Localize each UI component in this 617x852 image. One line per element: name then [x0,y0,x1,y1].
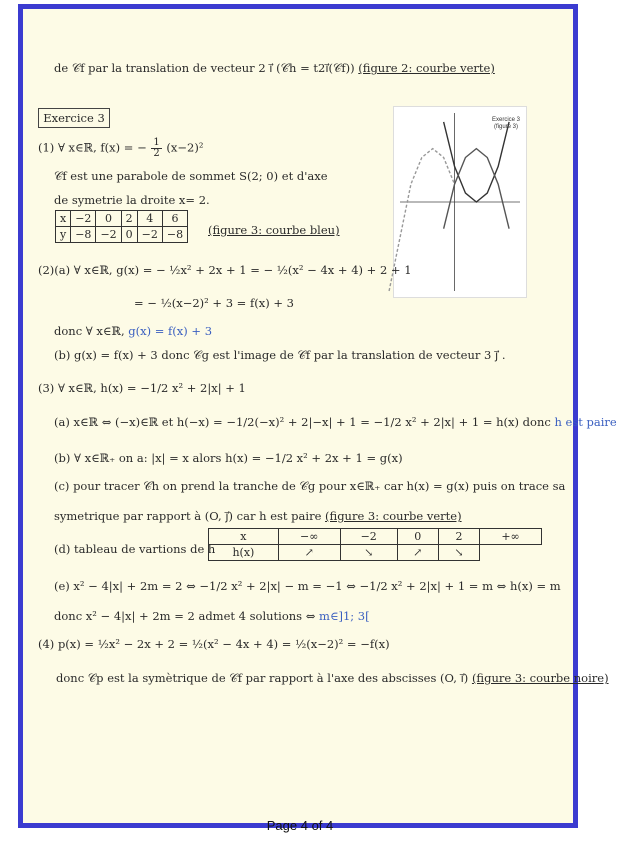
q3c2-text: symetrique par rapport à (O, j⃗) car h est paire [54,509,326,523]
table1-x-cell: 6 [162,211,187,227]
figure-3-graph [393,106,527,298]
q3c2-ref: (figure 3: courbe verte) [325,509,462,523]
table1-y-cell: −8 [71,227,96,243]
table1-y-cell: −2 [137,227,162,243]
table1-y-cell: −8 [162,227,187,243]
table2-hx-cell: ↘ [340,545,397,561]
q3e2-line [54,608,370,624]
q3b-line: (b) ∀ x∈ℝ₊ on a: |x| = x alors h(x) = −1/2 x² + 2x + 1 = g(x) [54,451,403,465]
table2-x-cell: +∞ [480,529,542,545]
q3e2-blue: m∈]1; 3[ [319,609,370,623]
graph-subtitle: (figure 3) [493,124,519,130]
table2-hx-cell: ↗ [397,545,438,561]
table1-x-cell: x [56,211,71,227]
q4b-line [56,670,609,686]
q1-desc1: 𝒞f est une parabole de sommet S(2; 0) et d'axe [54,169,328,183]
table-row-x [56,211,188,227]
table2-hx-cell: ↗ [278,545,340,561]
q1-text: (1) ∀ x∈ℝ, f(x) = − [38,140,147,155]
table-row-y [56,227,188,243]
table1-y-cell: y [56,227,71,243]
top-line [54,60,495,76]
table2-x-cell: 0 [397,529,438,545]
q4-line: (4) p(x) = ½x² − 2x + 2 = ½(x² − 4x + 4) = ½(x−2)² = −f(x) [38,637,390,651]
top-line-ref: (figure 2: courbe verte) [358,61,495,75]
table1-x-cell: 4 [137,211,162,227]
q4b-ref: (figure 3: courbe noire) [471,671,609,685]
q1-frac-num: 1 [153,137,160,148]
table1-x-cell: 0 [96,211,121,227]
values-table [55,210,188,243]
q2a-line-c [54,323,212,339]
table1-y-cell: 0 [121,227,137,243]
q3d-line: (d) tableau de vartions de h [54,542,216,556]
q2b-line: (b) g(x) = f(x) + 3 donc 𝒞g est l'image de 𝒞f par la translation de vecteur 3 j⃗ . [54,348,506,362]
q1-tail: (x−2)² [166,140,204,155]
variation-table [208,528,542,561]
q2a-c-text: donc ∀ x∈ℝ, [54,324,129,338]
table2-x-cell: x [209,529,279,545]
q1-fraction [151,138,161,159]
q1-frac-den: 2 [153,148,160,159]
table1-x-cell: 2 [121,211,137,227]
top-line-text: de 𝒞f par la translation de vecteur 2 i⃗ (𝒞h = t2i⃗(𝒞f)) [54,61,359,75]
table2-x-cell: 2 [438,529,479,545]
exercise-title: Exercice 3 [38,108,110,128]
page-footer: Page 4 of 4 [266,818,334,833]
table-row-hx [209,545,542,561]
q3e-line: (e) x² − 4|x| + 2m = 2 ⇔ −1/2 x² + 2|x| − m = −1 ⇔ −1/2 x² + 2|x| + 1 = m ⇔ h(x) = m [54,579,561,593]
q2a-line-b: = − ½(x−2)² + 3 = f(x) + 3 [134,296,294,310]
table1-y-cell: −2 [96,227,121,243]
q4b-text: donc 𝒞p est la symètrique de 𝒞f par rapport à l'axe des abscisses (O, i⃗) [56,671,472,685]
table2-hx-cell: h(x) [209,545,279,561]
q3-line: (3) ∀ x∈ℝ, h(x) = −1/2 x² + 2|x| + 1 [38,381,246,395]
q3c2-line [54,508,462,524]
q2a-line: (2)(a) ∀ x∈ℝ, g(x) = − ½x² + 2x + 1 = − ½(x² − 4x + 4) + 2 + 1 [38,263,412,277]
q3a-blue: h est paire [554,415,617,429]
table2-x-cell: −∞ [278,529,340,545]
q3a-text: (a) x∈ℝ ⇔ (−x)∈ℝ et h(−x) = −1/2(−x)² + 2|−x| + 1 = −1/2 x² + 2|x| + 1 = h(x) donc [54,415,555,429]
table-row-x2 [209,529,542,545]
table1-x-cell: −2 [71,211,96,227]
q3a-line [54,414,617,430]
table2-hx-cell: ↘ [438,545,479,561]
table1-ref: (figure 3: courbe bleu) [208,223,340,237]
q3c-line: (c) pour tracer 𝒞h on prend la tranche de 𝒞g pour x∈ℝ₊ car h(x) = g(x) puis on trace sa [54,479,566,493]
table2-x-cell: −2 [340,529,397,545]
graph-title: Exercice 3 [491,117,521,123]
q3e2-text: donc x² − 4|x| + 2m = 2 admet 4 solutions ⇔ [54,609,320,623]
q2a-c-blue: g(x) = f(x) + 3 [128,324,213,338]
q1-line [38,138,203,159]
q1-desc2: de symetrie la droite x= 2. [54,193,210,207]
